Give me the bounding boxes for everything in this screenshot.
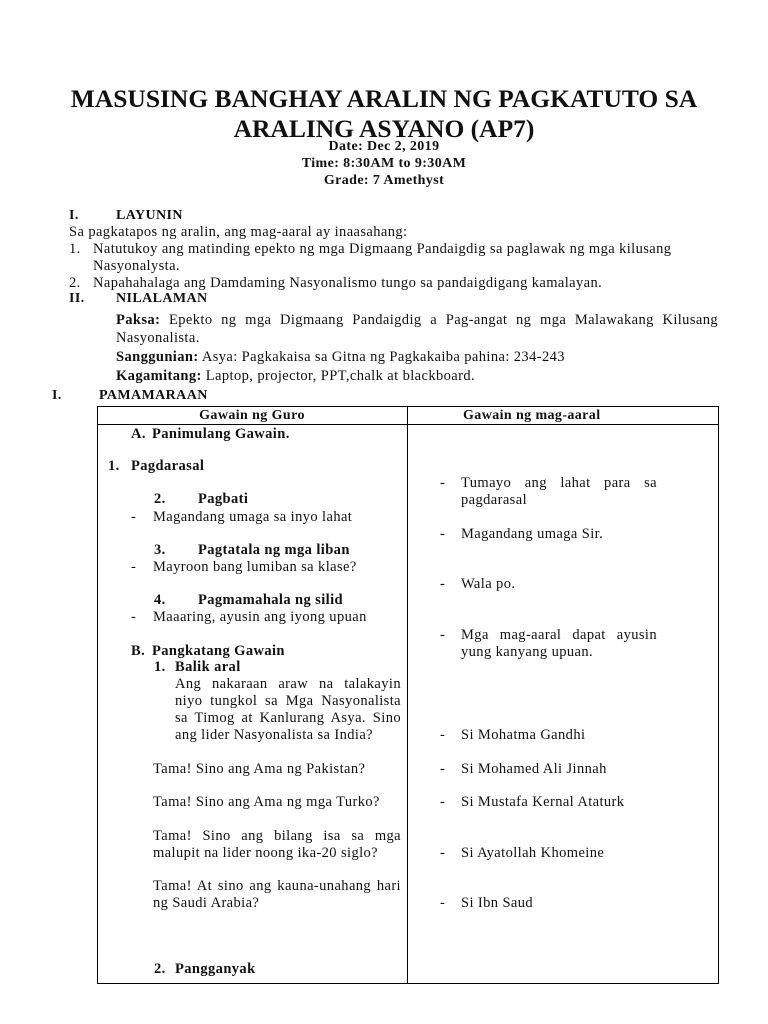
teacher-prompt-line: niyo tungkol sa Mga Nasyonalista [175,693,401,709]
teacher-followup: Tama! At sino ang kauna-unahang hari [153,878,401,894]
teacher-prompt-line: ang lider Nasyonalista sa India? [175,727,374,743]
bullet-dash: - [440,794,446,810]
section-numeral: I. [69,208,79,223]
step-marker: 2. [154,491,166,507]
objective-number: 2. [69,275,81,291]
kagamitang-text: Laptop, projector, PPT,chalk at blackboard. [205,368,476,384]
bullet-dash: - [440,627,446,643]
paksa-text-continued: Nasyonalista. [116,330,200,346]
student-response: Si Mohatma Gandhi [461,727,586,743]
objective-text: Natutukoy ang matinding epekto ng mga Digmaang Pandaigdig sa paglawak ng mga kilusang [93,241,672,257]
sanggunian-label: Sanggunian: [116,349,199,365]
bullet-dash: - [440,761,446,777]
lesson-time: Time: 8:30AM to 9:30AM [301,156,467,171]
step-label-pagtatala: Pagtatala ng mga liban [198,542,350,558]
section-numeral: I. [52,388,62,403]
student-response: Wala po. [461,576,516,592]
document-title-line-2: ARALING ASYANO (AP7) [233,114,535,143]
teacher-prompt-line: Ang nakaraan araw na talakayin [175,676,401,692]
student-response: Tumayo ang lahat para sa [461,475,657,491]
table-column-divider [407,406,408,984]
step-marker: 3. [154,542,166,558]
teacher-line: Mayroon bang lumiban sa klase? [153,559,357,575]
paksa-line [116,312,718,329]
lesson-date: Date: Dec 2, 2019 [328,139,440,154]
column-header-mag-aaral: Gawain ng mag-aaral [463,408,601,423]
section-numeral: II. [69,291,85,306]
bullet-dash: - [440,727,446,743]
teacher-followup: Tama! Sino ang bilang isa sa mga [153,828,401,844]
step-label-pangganyak: Pangganyak [175,961,256,977]
sanggunian-text: Asya: Pagkakaisa sa Gitna ng Pagkakaiba pahina: 234-243 [201,349,565,365]
step-marker: 2. [154,961,166,977]
objective-text: Nasyonalysta. [93,258,180,274]
kagamitang-line [116,368,475,385]
section-marker: B. [131,643,146,659]
bullet-dash: - [440,895,446,911]
lesson-grade: Grade: 7 Amethyst [323,173,445,188]
paksa-text: Epekto ng mga Digmaang Pandaigdig a Pag-angat ng mga Malawakang Kilusang [169,312,718,328]
section-label-panimulang-gawain: Panimulang Gawain. [152,426,290,442]
student-response: Si Ayatollah Khomeine [461,845,605,861]
document-title-line-1: MASUSING BANGHAY ARALIN NG PAGKATUTO SA [70,84,698,113]
objective-number: 1. [69,241,81,257]
section-heading: NILALAMAN [116,291,208,306]
student-response: Magandang umaga Sir. [461,526,604,542]
student-response: Si Mohamed Ali Jinnah [461,761,607,777]
section-heading: PAMAMARAAN [99,388,208,403]
teacher-line: Maaaring, ayusin ang iyong upuan [153,609,367,625]
step-marker: 4. [154,592,166,608]
student-response: yung kanyang upuan. [461,644,594,660]
step-marker: 1. [108,458,120,474]
bullet-dash: - [440,526,446,542]
section-label-pangkatang-gawain: Pangkatang Gawain [152,643,285,659]
paksa-label: Paksa: [116,312,161,328]
bullet-dash: - [131,559,137,575]
objective-text: Napahahalaga ang Damdaming Nasyonalismo tungo sa pandaigdigang kamalayan. [93,275,603,291]
table-header-divider [97,424,719,425]
student-response: Si Ibn Saud [461,895,534,911]
student-response: Mga mag-aaral dapat ayusin [461,627,657,643]
step-label-pagmamahala: Pagmamahala ng silid [198,592,343,608]
teacher-followup: ng Saudi Arabia? [153,895,260,911]
teacher-followup: malupit na lider noong ika-20 siglo? [153,845,379,861]
kagamitang-label: Kagamitang: [116,368,202,384]
step-label-balik-aral: Balik aral [175,659,241,675]
teacher-followup: Tama! Sino ang Ama ng mga Turko? [153,794,380,810]
step-label-pagbati: Pagbati [198,491,249,507]
step-label-pagdarasal: Pagdarasal [131,458,205,474]
column-header-guro: Gawain ng Guro [199,408,305,423]
objectives-intro: Sa pagkatapos ng aralin, ang mag-aaral ay inaasahang: [69,224,408,240]
student-response: pagdarasal [461,492,527,508]
sanggunian-line [116,349,565,366]
teacher-line: Magandang umaga sa inyo lahat [153,509,353,525]
bullet-dash: - [131,509,137,525]
bullet-dash: - [440,576,446,592]
teacher-followup: Tama! Sino ang Ama ng Pakistan? [153,761,366,777]
bullet-dash: - [440,845,446,861]
bullet-dash: - [440,475,446,491]
section-marker: A. [131,426,146,442]
teacher-prompt-line: sa Timog at Kanlurang Asya. Sino [175,710,401,726]
student-response: Si Mustafa Kernal Ataturk [461,794,625,810]
step-marker: 1. [154,659,166,675]
section-heading: LAYUNIN [116,208,183,223]
bullet-dash: - [131,609,137,625]
